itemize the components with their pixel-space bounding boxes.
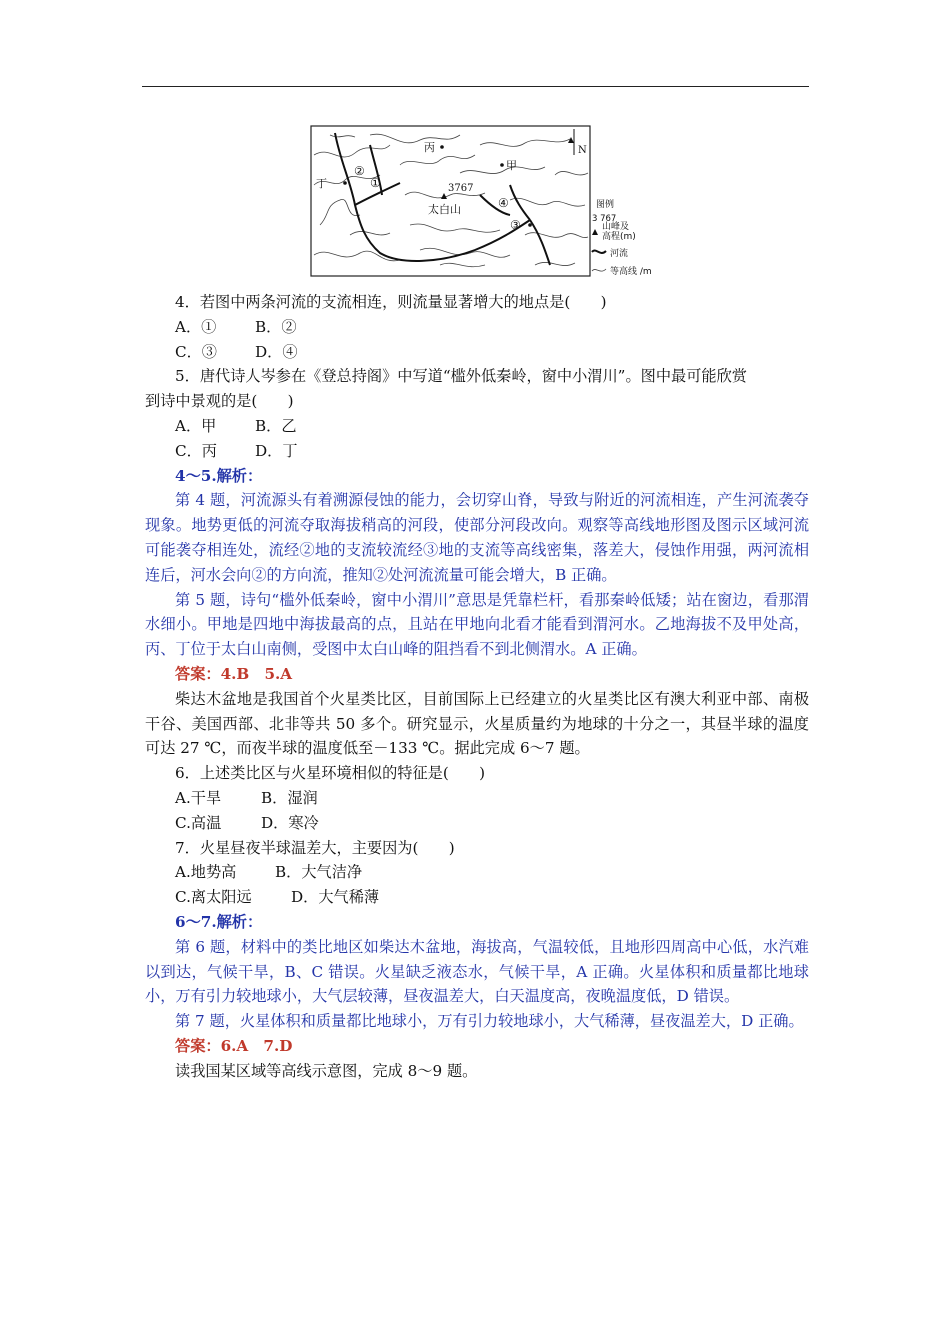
q4-option-d: D．④ [255, 342, 298, 361]
point-yi [528, 223, 532, 227]
q4-option-a: A．① [175, 317, 217, 336]
q6-options-row1 [145, 786, 809, 811]
q7-option-b: B．大气洁净 [275, 863, 363, 882]
answer-45: 答案：4.B 5.A [175, 664, 293, 683]
q6-option-d: D．寒冷 [261, 813, 319, 832]
q5-option-a: A．甲 [175, 416, 217, 435]
q4-options-row1 [145, 315, 809, 340]
legend-peak-value: 3 767 [592, 214, 617, 224]
q6-options-row2 [145, 811, 809, 836]
q4-stem: 4．若图中两条河流的支流相连，则流量显著增大的地点是( ) [175, 293, 607, 311]
legend-river: 河流 [610, 249, 629, 259]
header-rule [142, 86, 809, 87]
document-body [145, 290, 809, 1084]
q7-stem: 7．火星昼夜半球温差大，主要因为( ) [175, 838, 455, 857]
q7-options-row1 [145, 860, 809, 885]
q6-option-a: A.干旱 [175, 788, 222, 807]
label-ding: 丁 [316, 177, 327, 190]
legend-contour-icon [592, 269, 606, 271]
q7-option-c: C.离太阳远 [175, 888, 252, 907]
label-circle-2: ② [354, 164, 365, 178]
label-north: N [578, 145, 587, 156]
analysis-45-p1: 第 4 题，河流源头有着溯源侵蚀的能力，会切穿山脊，导致与附近的河流相连，产生河流袭夺现象。地势更低的河流夺取海拔稍高的河段，使部分河段改向。观察等高线地形图及图示区域河流可能袭夺相连处，流经②地的支流较流经③地的支流等高线密集，落差大，侵蚀作用强，两河流相连后，河水会向②的方向流，推知②处河流流量可能会增大，B 正确。 [145, 491, 809, 584]
analysis-45-p2: 第 5 题，诗句“槛外低秦岭，窗中小渭川”意思是凭靠栏杆，看那秦岭低矮；站在窗边，看那渭水细小。甲地是四地中海拔最高的点，且站在甲地向北看才能看到渭河水。乙地海拔不及甲处高，丙、丁位于太白山南侧，受图中太白山峰的阻挡看不到北侧渭水。A 正确。 [145, 590, 809, 659]
q5-options-row2 [145, 439, 809, 464]
q5-options-row1 [145, 414, 809, 439]
label-bing: 丙 [424, 141, 435, 154]
q5-option-d: D．丁 [255, 441, 298, 460]
q6-option-c: C.高温 [175, 813, 222, 832]
point-jia [500, 163, 504, 167]
q6-stem: 6．上述类比区与火星环境相似的特征是( ) [175, 764, 486, 783]
intro-89: 读我国某区域等高线示意图，完成 8～9 题。 [175, 1061, 478, 1080]
q7-options-row2 [145, 885, 809, 910]
q5-option-b: B．乙 [255, 416, 297, 435]
label-circle-1: ① [370, 176, 381, 190]
analysis-67-p2: 第 7 题，火星体积和质量都比地球小，万有引力较地球小，大气稀薄，昼夜温差大，D 正确。 [175, 1012, 804, 1031]
legend-peak-label-2: 高程(m) [602, 232, 636, 242]
legend-title: 图例 [596, 200, 615, 210]
point-ding [343, 181, 347, 185]
legend-peak-icon [592, 229, 598, 235]
q4-options-row2 [145, 340, 809, 365]
q7-option-a: A.地势高 [175, 863, 237, 882]
q6-option-b: B．湿润 [261, 788, 318, 807]
material-67: 柴达木盆地是我国首个火星类比区，目前国际上已经建立的火星类比区有澳大利亚中部、南极干谷、美国西部、北非等共 50 多个。研究显示，火星质量约为地球的十分之一，其昼半球的温度可达 27 ℃，而夜半球的温度低至－133 ℃。据此完成 6～7 题。 [145, 689, 809, 758]
label-peak-value: 3767 [448, 183, 474, 194]
label-jia: 甲 [506, 159, 517, 172]
q5-option-c: C．丙 [175, 441, 217, 460]
label-circle-3: ③ [510, 218, 521, 232]
point-bing [440, 145, 444, 149]
q4-option-c: C．③ [175, 342, 217, 361]
legend-peak-label-1: 山峰及 [602, 222, 630, 232]
q5-stem-line2: 到诗中景观的是( ) [145, 392, 294, 411]
label-circle-4: ④ [498, 196, 509, 210]
analysis-67-p1: 第 6 题，材料中的类比地区如柴达木盆地，海拔高，气温较低，且地形四周高中心低，水汽难以到达，气候干旱，B、C 错误。火星缺乏液态水，气候干旱，A 正确。火星体积和质量都比地球小，万有引力较地球小，大气层较薄，昼夜温差大，白天温度高，夜晚温度低，D 错误。 [145, 937, 809, 1006]
legend-contour: 等高线 /m [610, 267, 652, 277]
legend-river-icon [592, 251, 606, 253]
q5-stem-line1: 5．唐代诗人岑参在《登总持阁》中写道“槛外低秦岭，窗中小渭川”。图中最可能欣赏 [175, 367, 747, 386]
map-legend [592, 198, 652, 277]
q4-option-b: B．② [255, 317, 297, 336]
contour-map [310, 125, 652, 277]
analysis-67-heading: 6～7.解析： [175, 912, 263, 931]
label-peak-name: 太白山 [428, 203, 461, 216]
analysis-45-heading: 4～5.解析： [175, 466, 263, 485]
q7-option-d: D．大气稀薄 [291, 888, 380, 907]
answer-67: 答案：6.A 7.D [175, 1036, 293, 1055]
